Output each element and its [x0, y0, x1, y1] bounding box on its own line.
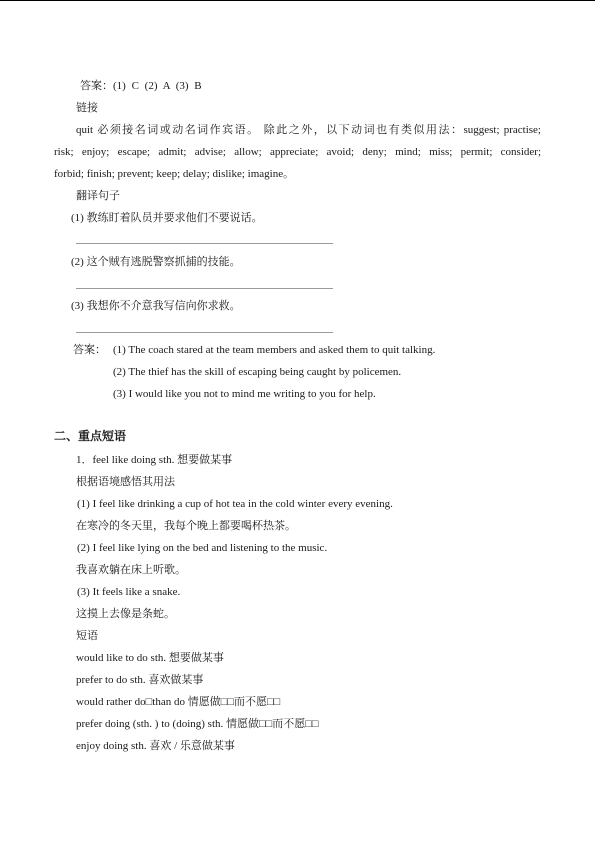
translate-item: (3) 我想你不介意我写信向你求救。 — [71, 300, 241, 312]
phrase-item: enjoy doing sth. 喜欢 / 乐意做某事 — [76, 740, 235, 752]
phrases-heading: 短语 — [76, 630, 98, 642]
answer-sentence: (1) The coach stared at the team members and asked them to quit talking. — [113, 344, 436, 356]
translate-item: (1) 教练盯着队员并要求他们不要说话。 — [71, 212, 263, 224]
answer-blank-line — [76, 288, 333, 289]
phrase-item: prefer to do sth. 喜欢做某事 — [76, 674, 204, 686]
answer-sentence: (2) The thief has the skill of escaping being caught by policemen. — [113, 366, 402, 378]
header-rule — [0, 0, 595, 1]
example-translation: 我喜欢躺在床上听歌。 — [76, 564, 186, 576]
section-title: 二、重点短语 — [54, 429, 127, 443]
example-sentence: (3) It feels like a snake. — [77, 586, 181, 598]
phrase-item: prefer doing (sth. ) to (doing) sth. 情愿做□□而不愿□□ — [76, 718, 319, 730]
quit-paragraph-line-3: forbid; finish; prevent; keep; delay; dislike; imagine。 — [54, 168, 295, 180]
answer-label: 答案： — [73, 344, 106, 356]
example-sentence: (2) I feel like lying on the bed and listening to the music. — [77, 542, 328, 554]
context-heading: 根据语境感悟其用法 — [76, 476, 175, 488]
answer-sentence: (3) I would like you not to mind me writing to you for help. — [113, 388, 376, 400]
example-translation: 在寒冷的冬天里，我每个晚上都要喝杯热茶。 — [76, 520, 296, 532]
answer-blank-line — [76, 243, 333, 244]
phrase-item: would rather do□than do 情愿做□□而不愿□□ — [76, 696, 281, 708]
quit-paragraph-line-2: risk; enjoy; escape; admit; advise; allow; appreciate; avoid; deny; mind; miss; permit; consider; — [54, 146, 541, 158]
example-sentence: (1) I feel like drinking a cup of hot tea in the cold winter every evening. — [77, 498, 393, 510]
answer-blank-line — [76, 332, 333, 333]
phrase-1-heading: 1．feel like doing sth. 想要做某事 — [76, 454, 233, 466]
example-translation: 这摸上去像是条蛇。 — [76, 608, 175, 620]
translate-heading: 翻译句子 — [76, 190, 120, 202]
quit-paragraph-line-1: quit 必须接名词或动名词作宾语。 除此之外，以下动词也有类似用法：suggest; practise; — [76, 124, 541, 136]
link-heading: 链接 — [76, 102, 98, 114]
translate-item: (2) 这个贼有逃脱警察抓捕的技能。 — [71, 256, 241, 268]
answer-line-1: 答案：(1) C (2) A (3) B — [80, 80, 202, 92]
phrase-item: would like to do sth. 想要做某事 — [76, 652, 224, 664]
